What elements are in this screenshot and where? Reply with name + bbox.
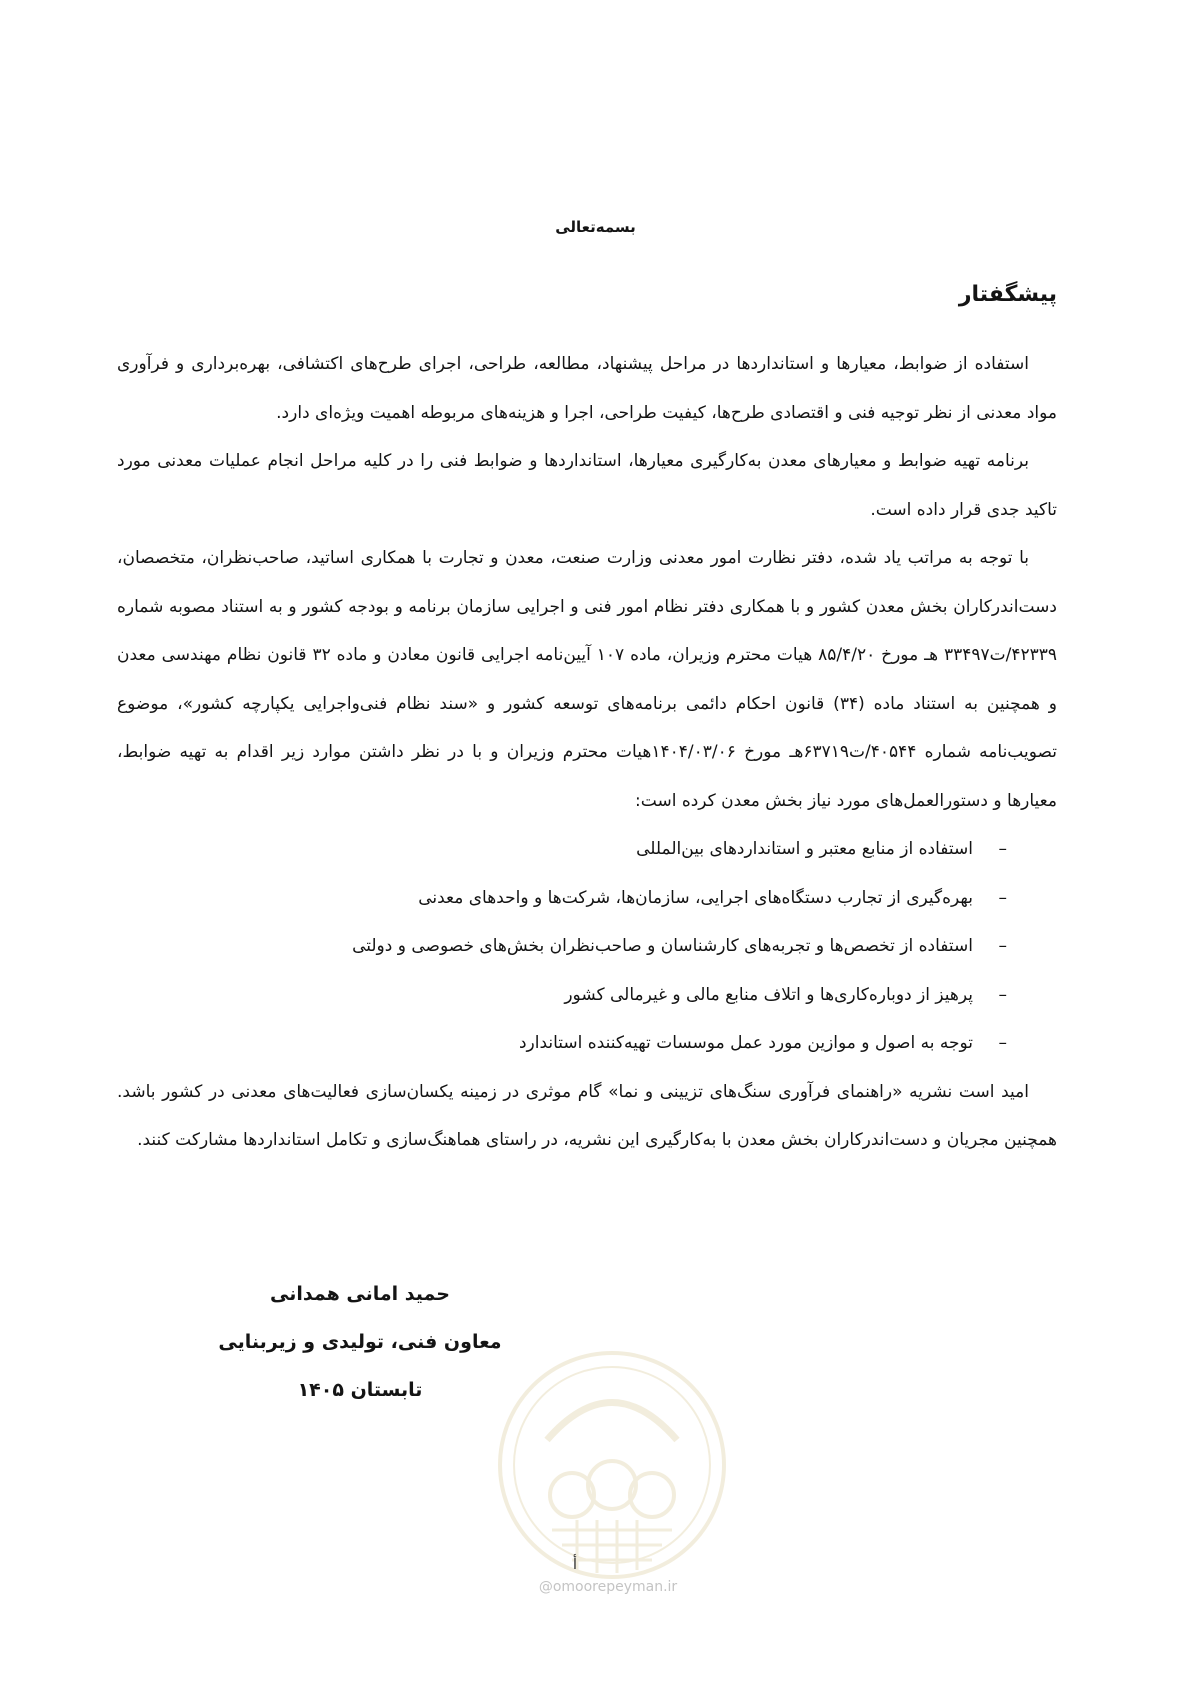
list-item (117, 922, 1007, 971)
list-item (117, 1019, 1007, 1068)
omoor-e-peyman-seal-icon (492, 1345, 732, 1585)
criteria-list (117, 825, 1057, 1068)
bullet-dash: – (998, 1033, 1007, 1053)
watermark-url: @omoorepeyman.ir (538, 1579, 678, 1595)
list-item (117, 971, 1007, 1020)
list-item-text: پرهیز از دوباره‌کاری‌ها و اتلاف منابع مالی و غیرمالی کشور (564, 984, 973, 1005)
list-item-text: استفاده از منابع معتبر و استانداردهای بین‌المللی (636, 839, 973, 859)
bullet-dash: – (998, 984, 1007, 1005)
foreword-body (117, 340, 1057, 1165)
list-item-text: توجه به اصول و موازین مورد عمل موسسات تهیه‌کننده استاندارد (518, 1033, 973, 1053)
paragraph-1: استفاده از ضوابط، معیارها و استانداردها در مراحل پیشنهاد، مطالعه، طراحی، اجرای طرح‌های اکتشافی، بهره‌برداری و فرآوری مواد معدنی از نظر توجیه فنی و اقتصادی طرح‌ها، کیفیت طراحی، اجرا و هزینه‌های مربوطه اهمیت ویژه‌ای دارد. (117, 354, 1057, 423)
list-item-text: بهره‌گیری از تجارب دستگاه‌های اجرایی، سازمان‌ها، شرکت‌ها و واحدهای معدنی (418, 887, 973, 908)
bismillah-header: بسمه‌تعالی (555, 218, 636, 236)
list-item (117, 825, 1007, 874)
signatory-name: حمید امانی همدانی (270, 1283, 450, 1305)
paragraph-3: با توجه به مراتب یاد شده، دفتر نظارت امور معدنی وزارت صنعت، معدن و تجارت با همکاری اساتید، صاحب‌نظران، متخصصان، دست‌اندرکاران بخش معدن کشور و با همکاری دفتر نظام امور فنی و اجرایی سازمان برنامه و بودجه کشور و به استناد مصوبه شماره ۴۲۳۳۹/ت۳۳۴۹۷ هـ مورخ ۸۵/۴/۲۰ هیات محترم وزیران، ماده ۱۰۷ آیین‌نامه اجرایی قانون معادن و ماده ۳۲ قانون نظام مهندسی معدن و همچنین به استناد ماده (۳۴) قانون احکام دائمی برنامه‌های توسعه کشور و «سند نظام فنی‌واجرایی یکپارچه کشور»، موضوع تصویب‌نامه شماره ۴۰۵۴۴/ت۶۳۷۱۹هـ مورخ ۱۴۰۴/۰۳/۰۶هیات محترم وزیران و با در نظر داشتن موارد زیر اقدام به تهیه ضوابط، معیارها و دستورالعمل‌های مورد نیاز بخش معدن کرده است: (117, 548, 1057, 811)
signatory-position: معاون فنی، تولیدی و زیربنایی (218, 1331, 502, 1353)
bullet-dash: – (998, 936, 1007, 956)
list-item-text: استفاده از تخصص‌ها و تجربه‌های کارشناسان و صاحب‌نظران بخش‌های خصوصی و دولتی (352, 936, 973, 956)
signature-block (215, 1270, 505, 1414)
signature-date: تابستان ۱۴۰۵ (297, 1379, 423, 1401)
bullet-dash: – (998, 839, 1007, 859)
bullet-dash: – (998, 887, 1007, 908)
paragraph-4: امید است نشریه «راهنمای فرآوری سنگ‌های تزیینی و نما» گام موثری در زمینه یکسان‌سازی فعالیت‌های معدنی در کشور باشد. همچنین مجریان و دست‌اندرکاران بخش معدن با به‌کارگیری این نشریه، در راستای هماهنگ‌سازی و تکامل استانداردها مشارکت کنند. (117, 1081, 1057, 1150)
page-title: پیشگفتار (958, 282, 1057, 307)
list-item (117, 874, 1007, 923)
paragraph-2: برنامه تهیه ضوابط و معیارهای معدن به‌کارگیری معیارها، استانداردها و ضوابط فنی را در کلیه مراحل انجام عملیات معدنی مورد تاکید جدی قرار داده است. (117, 451, 1057, 520)
page-number: أ (572, 1555, 578, 1573)
